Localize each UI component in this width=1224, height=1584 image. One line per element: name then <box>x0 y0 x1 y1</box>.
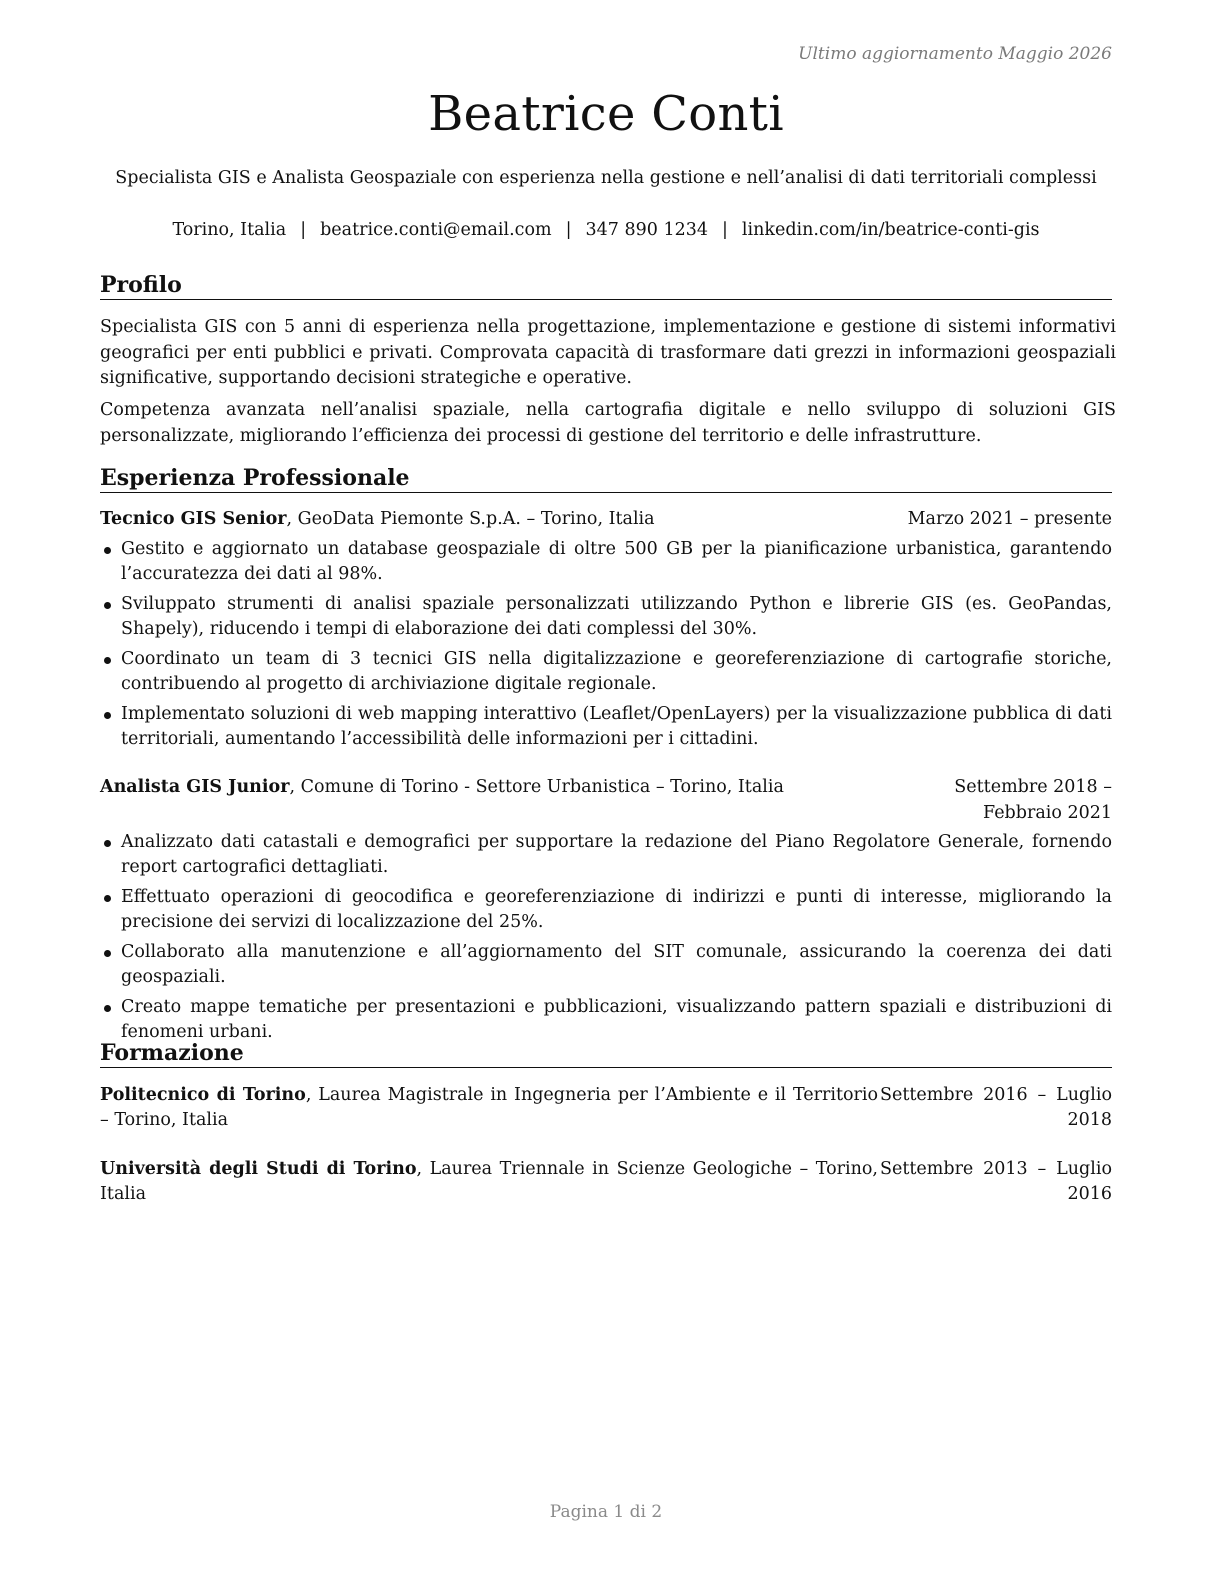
contact-separator: | <box>300 220 307 240</box>
bullet-text: Collaborato alla manutenzione e all’aggiornamento del SIT comunale, assicurando la coerenza dei dati geospaziali. <box>121 942 1112 987</box>
job-dates: Marzo 2021 – presente <box>907 509 1112 529</box>
profile-paragraph: Competenza avanzata nell’analisi spaziale, nella cartografia digitale e nello sviluppo di soluzioni GIS personalizzate, migliorando l’efficienza dei processi di gestione del territorio e delle infrastrutture. <box>100 400 1116 446</box>
contact-separator: | <box>565 220 572 240</box>
job-title-line <box>100 507 655 533</box>
section-title-profile: Profilo <box>100 272 1112 300</box>
tagline: Specialista GIS e Analista Geospaziale con esperienza nella gestione e nell’analisi di dati territoriali complessi <box>115 168 1097 188</box>
section-title-experience: Esperienza Professionale <box>100 465 1112 493</box>
education-dates: Settembre 2013 – Luglio 2016 <box>880 1159 1112 1204</box>
bullet-text: Sviluppato strumenti di analisi spaziale personalizzati utilizzando Python e librerie GIS (es. GeoPandas, Shapely), riducendo i tempi di elaborazione dei dati complessi del 30%. <box>121 594 1112 639</box>
contact-email[interactable]: beatrice.conti@email.com <box>320 220 552 240</box>
bullet-text: Coordinato un team di 3 tecnici GIS nella digitalizzazione e georeferenziazione di cartografie storiche, contribuendo al progetto di archiviazione digitale regionale. <box>121 649 1112 694</box>
profile-paragraph: Specialista GIS con 5 anni di esperienza nella progettazione, implementazione e gestione di sistemi informativi geografici per enti pubblici e privati. Comprovata capacità di trasformare dati grezzi in informazioni geospaziali significative, supportando decisioni strategiche e operative. <box>100 317 1116 388</box>
bullet-icon <box>104 840 111 847</box>
education-school: Università degli Studi di Torino <box>100 1159 417 1179</box>
contact-location: Torino, Italia <box>172 220 287 240</box>
contact-line <box>100 220 1112 240</box>
contact-phone: 347 890 1234 <box>585 220 708 240</box>
list-item <box>100 592 1112 642</box>
bullet-icon <box>104 895 111 902</box>
job-details: , GeoData Piemonte S.p.A. – Torino, Italia <box>286 509 655 529</box>
list-item <box>100 830 1112 880</box>
bullet-text: Implementato soluzioni di web mapping interattivo (Leaflet/OpenLayers) per la visualizzazione pubblica di dati territoriali, aumentando l’accessibilità delle informazioni per i cittadini. <box>121 704 1112 749</box>
section-title-education: Formazione <box>100 1040 1112 1068</box>
bullet-icon <box>104 950 111 957</box>
resume-page <box>100 0 1116 1584</box>
bullet-icon <box>104 1005 111 1012</box>
list-item <box>100 885 1112 935</box>
education-details: , Laurea Triennale in Scienze Geologiche – Torino, Italia <box>100 1159 878 1204</box>
contact-separator: | <box>722 220 728 240</box>
bullet-icon <box>104 547 111 554</box>
education-title-line <box>100 1083 878 1133</box>
job-bullets <box>100 537 1112 757</box>
education-dates: Settembre 2016 – Luglio 2018 <box>880 1085 1112 1130</box>
page-number: Pagina 1 di 2 <box>549 1502 663 1522</box>
bullet-text: Gestito e aggiornato un database geospaziale di oltre 500 GB per la pianificazione urbanistica, garantendo l’accuratezza dei dati al 98%. <box>121 539 1112 584</box>
education-title-line <box>100 1157 878 1207</box>
bullet-icon <box>104 657 111 664</box>
bullet-icon <box>104 712 111 719</box>
list-item <box>100 537 1112 587</box>
job-details: , Comune di Torino - Settore Urbanistica – Torino, Italia <box>289 777 784 797</box>
candidate-name: Beatrice Conti <box>428 86 784 142</box>
job-title-line <box>100 775 784 801</box>
bullet-text: Creato mappe tematiche per presentazioni e pubblicazioni, visualizzando pattern spaziali e distribuzioni di fenomeni urbani. <box>121 997 1112 1042</box>
list-item <box>100 940 1112 990</box>
job-bullets <box>100 830 1112 1050</box>
bullet-icon <box>104 602 111 609</box>
education-details: , Laurea Magistrale in Ingegneria per l’Ambiente e il Territorio – Torino, Italia <box>100 1085 879 1130</box>
last-updated-note: Ultimo aggiornamento Maggio 2026 <box>798 44 1112 64</box>
job-dates: Settembre 2018 – Febbraio 2021 <box>954 777 1112 823</box>
contact-linkedin[interactable]: linkedin.com/in/beatrice-conti-gis <box>741 220 1040 240</box>
list-item <box>100 995 1112 1045</box>
bullet-text: Analizzato dati catastali e demografici per supportare la redazione del Piano Regolatore Generale, fornendo report cartografici dettagliati. <box>121 832 1112 877</box>
job-role: Tecnico GIS Senior <box>100 509 287 529</box>
job-role: Analista GIS Junior <box>100 777 290 797</box>
list-item <box>100 647 1112 697</box>
education-school: Politecnico di Torino <box>100 1085 306 1105</box>
list-item <box>100 702 1112 752</box>
bullet-text: Effettuato operazioni di geocodifica e georeferenziazione di indirizzi e punti di interesse, migliorando la precisione dei servizi di localizzazione del 25%. <box>121 887 1112 932</box>
